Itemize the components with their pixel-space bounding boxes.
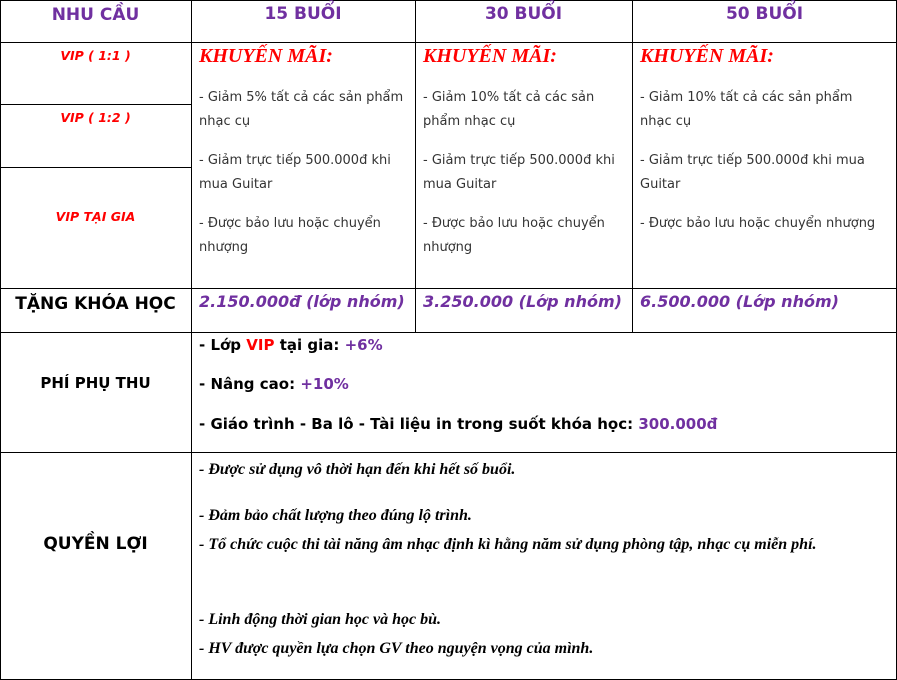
table-border	[0, 42, 897, 43]
promo-item: - Giảm trực tiếp 500.000đ khi mua Guitar	[640, 153, 865, 192]
vip-highlight: VIP	[246, 336, 275, 354]
promo-title: KHUYẾN MÃI:	[640, 45, 774, 67]
promo-item: - Được bảo lưu hoặc chuyển nhượng	[423, 216, 605, 255]
table-border	[0, 104, 191, 105]
vip-1-1-label: VIP ( 1:1 )	[60, 48, 131, 63]
benefits-label: QUYỀN LỢI	[43, 534, 148, 554]
promo-title: KHUYẾN MÃI:	[423, 45, 557, 67]
price-50-sessions: 6.500.000 (Lớp nhóm)	[640, 292, 839, 311]
surcharge-materials	[199, 415, 717, 433]
surcharge-home-vip	[199, 336, 383, 354]
fee-value: +10%	[300, 375, 349, 393]
table-border-left	[0, 0, 1, 680]
gift-course-label: TẶNG KHÓA HỌC	[15, 294, 176, 314]
promo-item: - Giảm 10% tất cả các sản phẩm nhạc cụ	[423, 90, 595, 129]
promo-item: - Giảm trực tiếp 500.000đ khi mua Guitar	[423, 153, 615, 192]
promo-item: - Được bảo lưu hoặc chuyển nhượng	[640, 216, 876, 231]
vip-home-label: VIP TẠI GIA	[55, 209, 136, 224]
header-need: NHU CẦU	[51, 5, 140, 25]
promo-title: KHUYẾN MÃI:	[199, 45, 333, 67]
promo-item: - Giảm 10% tất cả các sản phẩm nhạc cụ	[640, 90, 853, 129]
benefit-item: - Linh động thời gian học và học bù.	[199, 611, 441, 628]
fee-text: - Giáo trình - Ba lô - Tài liệu in trong suốt khóa học:	[199, 415, 639, 433]
promo-item: - Giảm trực tiếp 500.000đ khi mua Guitar	[199, 153, 391, 192]
surcharge-label: PHÍ PHỤ THU	[40, 374, 151, 392]
benefit-item: - Tổ chức cuộc thi tài năng âm nhạc định kì hằng năm sử dụng phòng tập, nhạc cụ miễn phí.	[199, 536, 817, 553]
promo-item: - Được bảo lưu hoặc chuyển nhượng	[199, 216, 381, 255]
vip-1-2-label: VIP ( 1:2 )	[60, 110, 131, 125]
table-border	[632, 0, 633, 333]
price-30-sessions: 3.250.000 (Lớp nhóm)	[423, 292, 622, 311]
table-border	[0, 167, 191, 168]
table-border-top	[0, 0, 897, 1]
surcharge-advanced	[199, 375, 349, 393]
header-50-sessions: 50 BUỔI	[725, 4, 804, 24]
benefit-item: - Đảm bảo chất lượng theo đúng lộ trình.	[199, 507, 472, 524]
fee-value: +6%	[344, 336, 383, 354]
fee-text: - Lớp	[199, 336, 247, 354]
table-border	[191, 0, 192, 680]
fee-value: 300.000đ	[638, 415, 718, 433]
table-border	[0, 332, 897, 333]
fee-text: tại gia:	[274, 336, 345, 354]
table-border	[415, 0, 416, 333]
header-30-sessions: 30 BUỔI	[484, 4, 563, 24]
benefit-item: - HV được quyền lựa chọn GV theo nguyện vọng của mình.	[199, 640, 594, 657]
header-15-sessions: 15 BUỔI	[264, 4, 342, 24]
benefit-item: - Được sử dụng vô thời hạn đến khi hết số buổi.	[199, 461, 516, 478]
table-border	[0, 452, 897, 453]
table-border	[0, 288, 897, 289]
promo-item: - Giảm 5% tất cả các sản phẩm nhạc cụ	[199, 90, 404, 129]
price-15-sessions: 2.150.000đ (lớp nhóm)	[199, 292, 405, 311]
fee-text: - Nâng cao:	[199, 375, 301, 393]
